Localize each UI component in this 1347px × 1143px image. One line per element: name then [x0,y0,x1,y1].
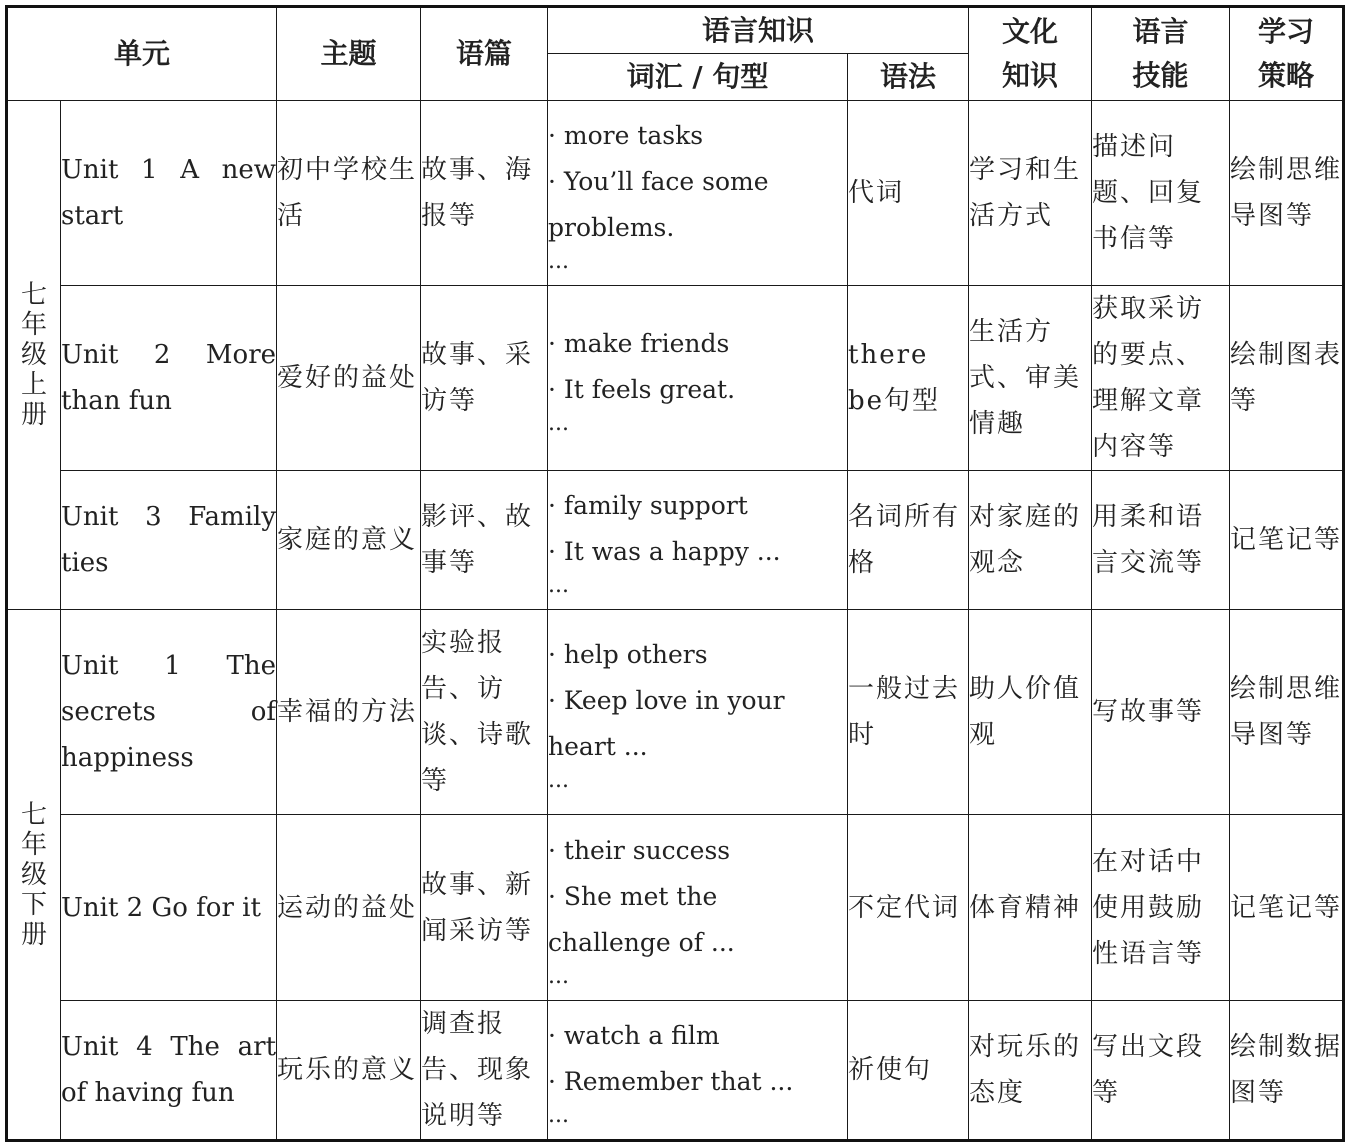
culture-cell: 对家庭的观念 [969,471,1092,610]
unit-cell: Unit 3 Family ties [61,471,277,610]
unit-cell: Unit 2 More than fun [61,286,277,471]
vocab-cell [548,610,848,815]
grammar-cell: 不定代词 [848,815,969,1001]
vocab-cell [548,286,848,471]
header-grammar: 语法 [848,54,969,101]
header-strategy-line1: 学习 [1258,15,1315,48]
vocab-cell [548,101,848,286]
strategy-cell: 记笔记等 [1230,471,1344,610]
theme-cell: 幸福的方法 [277,610,421,815]
text-type-cell: 故事、海报等 [421,101,548,286]
table-row [7,101,1344,286]
strategy-cell: 绘制数据图等 [1230,1001,1344,1141]
skills-cell: 获取采访的要点、理解文章内容等 [1092,286,1230,471]
vocab-ellipsis: ... [548,768,569,793]
vocab-line: · It feels great. [548,375,736,404]
header-skills-line1: 语言 [1132,15,1189,48]
vocab-line: · watch a film [548,1021,720,1050]
strategy-cell: 记笔记等 [1230,815,1344,1001]
unit-cell: Unit 2 Go for it [61,815,277,1001]
grade-cell [7,101,61,610]
table-row [7,610,1344,815]
vocab-cell [548,815,848,1001]
vocab-line: · It was a happy ... [548,537,781,566]
skills-cell: 在对话中使用鼓励性语言等 [1092,815,1230,1001]
grade-label: 七年级下册 [20,799,47,950]
culture-cell: 助人价值观 [969,610,1092,815]
grade-label: 七年级上册 [20,280,47,430]
header-strategy [1230,7,1344,101]
skills-cell: 用柔和语言交流等 [1092,471,1230,610]
theme-cell: 爱好的益处 [277,286,421,471]
culture-cell: 学习和生活方式 [969,101,1092,286]
theme-cell: 玩乐的意义 [277,1001,421,1141]
vocab-line: · You’ll face some problems. [548,167,769,242]
text-type-cell: 故事、采访等 [421,286,548,471]
unit-cell: Unit 4 The art of having fun [61,1001,277,1141]
theme-cell: 初中学校生活 [277,101,421,286]
theme-cell: 运动的益处 [277,815,421,1001]
vocab-cell [548,1001,848,1141]
header-strategy-line2: 策略 [1258,59,1315,92]
header-skills [1092,7,1230,101]
vocab-line: · their success [548,835,731,865]
vocab-ellipsis: ... [548,249,569,274]
table-row [7,815,1344,1001]
grade-cell [7,610,61,1141]
vocab-cell [548,471,848,610]
header-culture [969,7,1092,101]
theme-cell: 家庭的意义 [277,471,421,610]
vocab-line: · help others [548,640,708,669]
skills-cell: 写出文段等 [1092,1001,1230,1141]
table-row [7,471,1344,610]
culture-cell: 生活方式、审美情趣 [969,286,1092,471]
grammar-cell: 代词 [848,101,969,286]
grammar-cell: there be句型 [848,286,969,471]
culture-cell: 体育精神 [969,815,1092,1001]
strategy-cell: 绘制图表等 [1230,286,1344,471]
vocab-line: · make friends [548,329,730,358]
vocab-ellipsis: ... [548,411,569,436]
vocab-line: · family support [548,491,748,520]
vocab-ellipsis: ... [548,573,569,598]
header-theme: 主题 [277,7,421,101]
unit-cell: Unit 1 The secrets of happiness [61,610,277,815]
skills-cell: 写故事等 [1092,610,1230,815]
text-type-cell: 故事、新闻采访等 [421,815,548,1001]
vocab-line: · Keep love in your heart ... [548,686,785,761]
vocab-ellipsis: ... [548,963,569,989]
vocab-line: · Remember that ... [548,1067,794,1096]
unit-cell: Unit 1 A new start [61,101,277,286]
grammar-cell: 一般过去时 [848,610,969,815]
text-type-cell: 调查报告、现象说明等 [421,1001,548,1141]
header-skills-line2: 技能 [1132,59,1189,92]
header-culture-line1: 文化 [1002,15,1059,48]
vocab-ellipsis: ... [548,1103,569,1128]
grammar-cell: 名词所有格 [848,471,969,610]
header-culture-line2: 知识 [1002,59,1059,92]
skills-cell: 描述问题、回复书信等 [1092,101,1230,286]
header-vocab: 词汇 / 句型 [548,54,848,101]
text-type-cell: 实验报告、访谈、诗歌等 [421,610,548,815]
culture-cell: 对玩乐的态度 [969,1001,1092,1141]
table-row [7,1001,1344,1141]
vocab-line: · more tasks [548,121,704,150]
strategy-cell: 绘制思维导图等 [1230,610,1344,815]
strategy-cell: 绘制思维导图等 [1230,101,1344,286]
vocab-line: · She met the challenge of ... [548,881,735,957]
header-unit: 单元 [7,7,277,101]
text-type-cell: 影评、故事等 [421,471,548,610]
grammar-cell: 祈使句 [848,1001,969,1141]
curriculum-table [5,5,1345,1142]
header-language-knowledge: 语言知识 [548,7,969,54]
header-text-type: 语篇 [421,7,548,101]
table-row [7,286,1344,471]
